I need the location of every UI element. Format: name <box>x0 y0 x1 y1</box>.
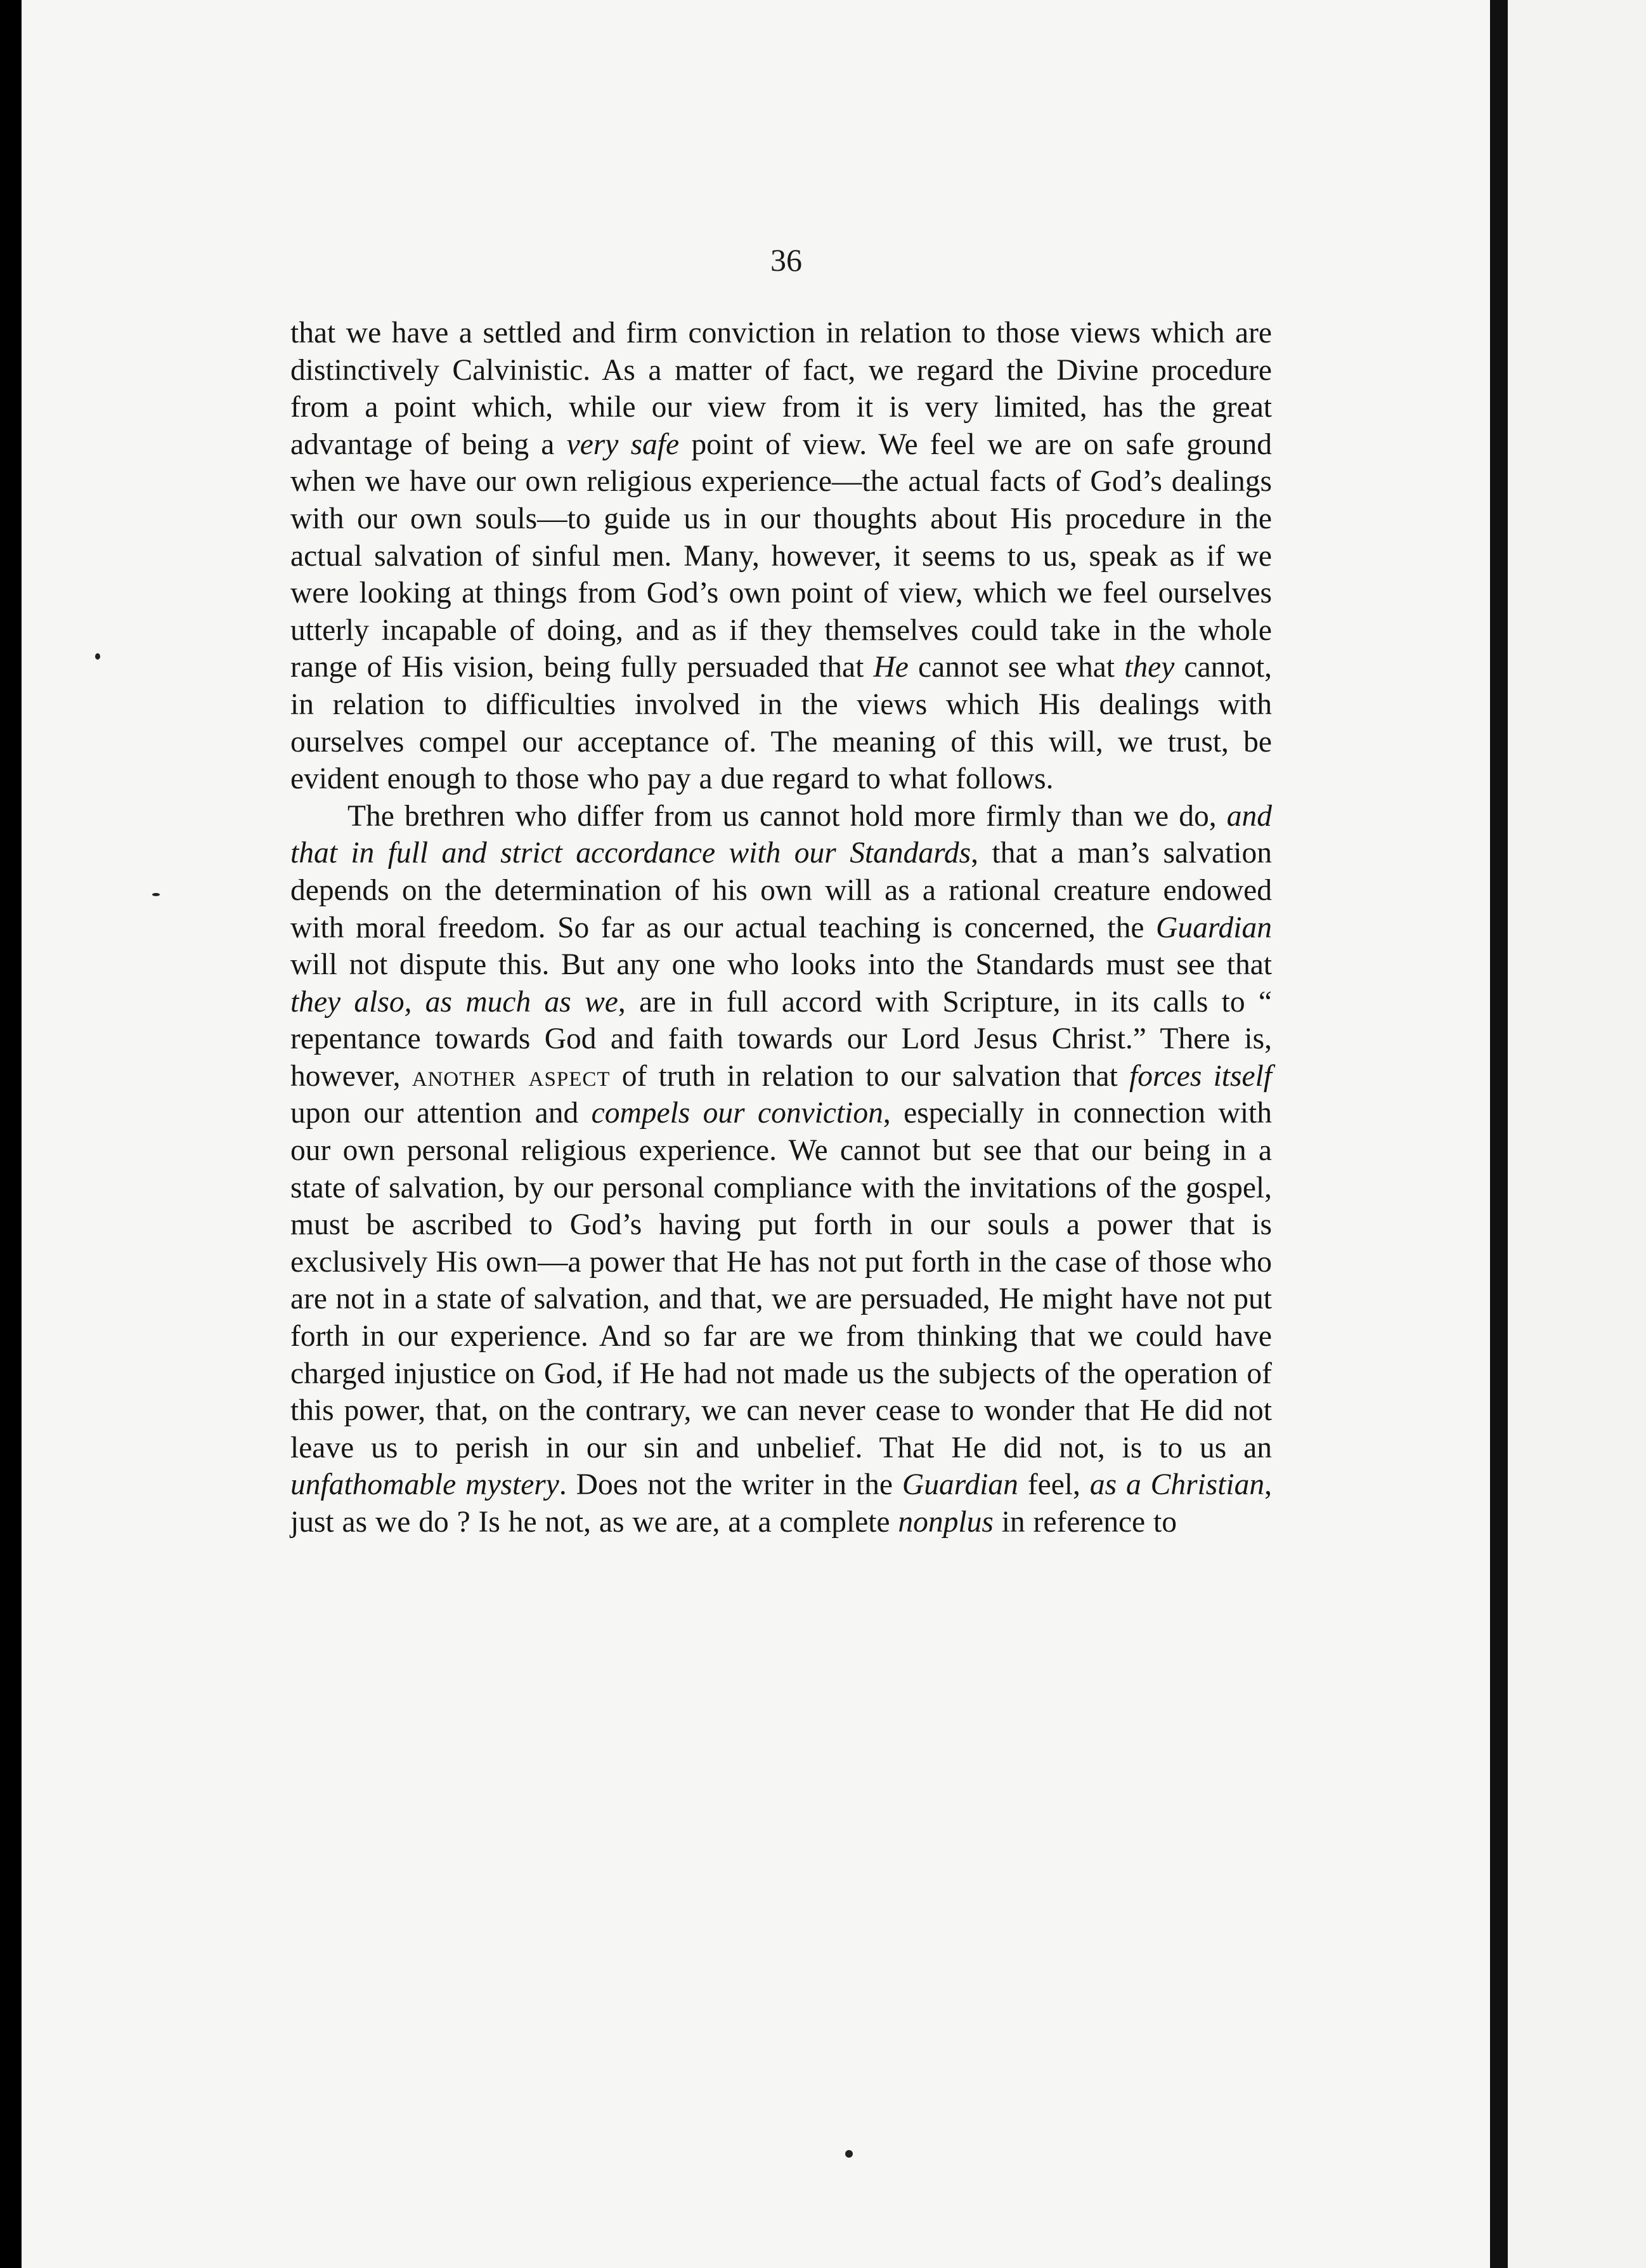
text-run: , are in full accord with Scripture, in its calls to “ repentance towards God and faith towards our Lord Jesus Christ.” There is, however, <box>290 985 1273 1093</box>
text-run: , especially in connection with our own personal religious experience. We cannot but see that our being in a state of salvation, by our personal compliance with the invitations of the gospel, must be ascribed to God’s having put forth in our souls a power that is exclusively His own—a power that He has not put forth in the case of those who are not in a state of salvation, and that, we are persuaded, He might have not put forth in our experience. And so far are we from thinking that we could have charged injustice on God, if He had not made us the subjects of the operation of this power, that, on the contrary, we can never cease to wonder that He did not leave us to perish in our sin and unbelief. That He did not, is to us an <box>290 1097 1272 1464</box>
text-run: will not dispute this. But any one who looks into the Standards must see that <box>290 948 1272 982</box>
italic-text: He <box>873 651 909 684</box>
body-text <box>290 315 1272 1541</box>
italic-text: they also, as much as we <box>290 985 618 1019</box>
paragraph <box>290 798 1272 1541</box>
text-run: point of view. We feel we are on safe ground when we have our own religious experience—the actual facts of God’s dealings with our own souls—to guide us in our thoughts about His procedure in the actual salvation of sinful men. Many, however, it seems to us, speak as if we were looking at things from God’s own point of view, which we feel ourselves utterly incapable of doing, and as if they themselves could take in the whole range of His vision, being fully persuaded that <box>290 427 1272 684</box>
italic-text: forces itself <box>1129 1059 1272 1093</box>
page-gutter <box>1490 0 1508 2268</box>
text-run: cannot see what <box>908 651 1125 684</box>
italic-text: nonplus <box>898 1506 994 1539</box>
italic-text: unfathomable mystery <box>290 1468 559 1502</box>
text-run: , that a man’s salvation depends on the determination of his own will as a rational creature endowed with moral freedom. So far as our actual teaching is concerned, the <box>290 837 1272 944</box>
text-run: upon our attention and <box>290 1097 592 1130</box>
text-run: of truth in relation to our salvation that <box>610 1059 1130 1093</box>
text-run: , just as we do ? Is he not, as we are, at a complete <box>290 1468 1273 1539</box>
scan-speck <box>152 893 160 896</box>
text-run: cannot, in relation to difficulties involved in the views which His dealings with ourselves compel our acceptance of. The meaning of this will, we trust, be evident enough to those who pay a due regard to what follows. <box>290 651 1272 796</box>
italic-text: very safe <box>566 427 680 461</box>
text-run: feel, <box>1018 1468 1090 1502</box>
scan-speck <box>845 2150 853 2158</box>
small-caps-text: another aspect <box>412 1059 611 1093</box>
italic-text: Guardian <box>902 1468 1018 1502</box>
italic-text: and that in full and strict accordance with our Standards <box>290 799 1272 870</box>
italic-text: they <box>1124 651 1175 684</box>
italic-text: as a Christian <box>1089 1468 1265 1502</box>
italic-text: compels our conviction <box>591 1097 883 1130</box>
page-number: 36 <box>770 242 802 278</box>
scan-speck <box>95 653 100 660</box>
text-run: . Does not the writer in the <box>559 1468 902 1502</box>
facing-page-edge <box>1508 0 1646 2268</box>
paragraph <box>290 315 1272 798</box>
text-run: The brethren who differ from us cannot hold more firmly than we do, <box>347 799 1227 833</box>
text-run: in reference to <box>993 1506 1177 1539</box>
italic-text: Guardian <box>1156 911 1272 944</box>
text-run: that we have a settled and firm conviction in relation to those views which are distinctively Calvinistic. As a matter of fact, we regard the Divine procedure from a point which, while our view from it is very limited, has the great advantage of being a <box>290 316 1272 461</box>
